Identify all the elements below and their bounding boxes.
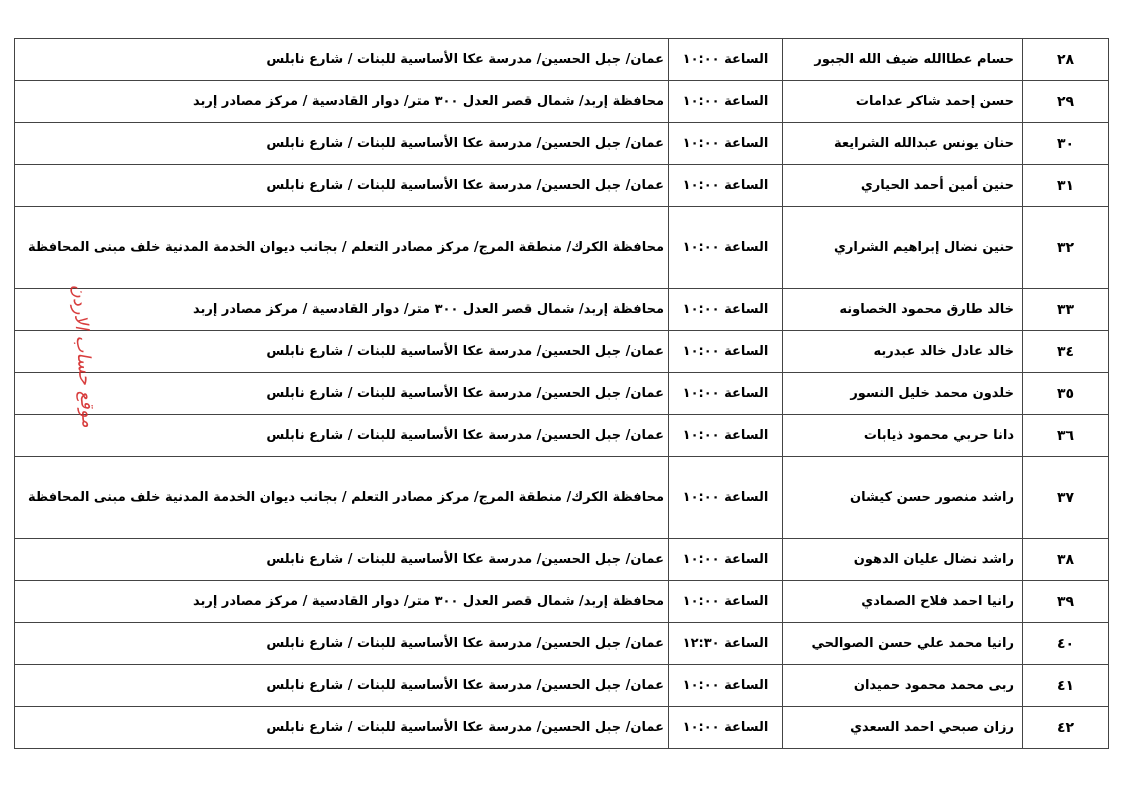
- exam-location: عمان/ جبل الحسين/ مدرسة عكا الأساسية للبنات / شارع نابلس: [15, 665, 669, 707]
- row-number: ٣٤: [1023, 331, 1109, 373]
- table-row: [15, 289, 1109, 331]
- exam-time: الساعة ١٠:٠٠: [669, 373, 783, 415]
- exam-time: الساعة ١٠:٠٠: [669, 39, 783, 81]
- row-number: ٤٢: [1023, 707, 1109, 749]
- schedule-table: [14, 38, 1109, 749]
- exam-time: الساعة ١٠:٠٠: [669, 165, 783, 207]
- row-number: ٣٢: [1023, 207, 1109, 289]
- exam-location: عمان/ جبل الحسين/ مدرسة عكا الأساسية للبنات / شارع نابلس: [15, 373, 669, 415]
- row-number: ٣٦: [1023, 415, 1109, 457]
- candidate-name: حنين أمين أحمد الحياري: [783, 165, 1023, 207]
- exam-time: الساعة ١٠:٠٠: [669, 289, 783, 331]
- candidate-name: خالد طارق محمود الخصاونه: [783, 289, 1023, 331]
- row-number: ٢٨: [1023, 39, 1109, 81]
- exam-time: الساعة ١٢:٣٠: [669, 623, 783, 665]
- row-number: ٣٣: [1023, 289, 1109, 331]
- candidate-name: رانيا احمد فلاح الصمادي: [783, 581, 1023, 623]
- candidate-name: راشد منصور حسن كيشان: [783, 457, 1023, 539]
- table-row: [15, 707, 1109, 749]
- row-number: ٢٩: [1023, 81, 1109, 123]
- exam-location: عمان/ جبل الحسين/ مدرسة عكا الأساسية للبنات / شارع نابلس: [15, 623, 669, 665]
- candidate-name: حسام عطاالله ضيف الله الجبور: [783, 39, 1023, 81]
- exam-time: الساعة ١٠:٠٠: [669, 81, 783, 123]
- candidate-name: خلدون محمد خليل النسور: [783, 373, 1023, 415]
- exam-location: محافظة إربد/ شمال قصر العدل ٣٠٠ متر/ دوار القادسية / مركز مصادر إربد: [15, 581, 669, 623]
- table-row: [15, 81, 1109, 123]
- exam-location: محافظة إربد/ شمال قصر العدل ٣٠٠ متر/ دوار القادسية / مركز مصادر إربد: [15, 81, 669, 123]
- candidate-name: حنين نضال إبراهيم الشراري: [783, 207, 1023, 289]
- table-row: [15, 457, 1109, 539]
- exam-location: عمان/ جبل الحسين/ مدرسة عكا الأساسية للبنات / شارع نابلس: [15, 39, 669, 81]
- exam-time: الساعة ١٠:٠٠: [669, 123, 783, 165]
- table-row: [15, 165, 1109, 207]
- table-row: [15, 539, 1109, 581]
- candidate-name: حنان يونس عبدالله الشرايعة: [783, 123, 1023, 165]
- exam-time: الساعة ١٠:٠٠: [669, 207, 783, 289]
- candidate-name: ربى محمد محمود حميدان: [783, 665, 1023, 707]
- exam-location: عمان/ جبل الحسين/ مدرسة عكا الأساسية للبنات / شارع نابلس: [15, 707, 669, 749]
- exam-time: الساعة ١٠:٠٠: [669, 415, 783, 457]
- candidate-name: دانا حربي محمود ذيابات: [783, 415, 1023, 457]
- candidate-name: رزان صبحي احمد السعدي: [783, 707, 1023, 749]
- candidate-name: خالد عادل خالد عبدربه: [783, 331, 1023, 373]
- exam-location: عمان/ جبل الحسين/ مدرسة عكا الأساسية للبنات / شارع نابلس: [15, 165, 669, 207]
- watermark: موقع حساب الاردن: [67, 283, 99, 429]
- row-number: ٣٩: [1023, 581, 1109, 623]
- schedule-body: [15, 39, 1109, 749]
- row-number: ٣٧: [1023, 457, 1109, 539]
- row-number: ٣١: [1023, 165, 1109, 207]
- exam-time: الساعة ١٠:٠٠: [669, 707, 783, 749]
- row-number: ٤١: [1023, 665, 1109, 707]
- exam-location: محافظة الكرك/ منطقة المرج/ مركز مصادر التعلم / بجانب ديوان الخدمة المدنية خلف مبنى المحافظة: [15, 457, 669, 539]
- table-row: [15, 623, 1109, 665]
- table-row: [15, 415, 1109, 457]
- exam-location: محافظة الكرك/ منطقة المرج/ مركز مصادر التعلم / بجانب ديوان الخدمة المدنية خلف مبنى المحافظة: [15, 207, 669, 289]
- exam-location: عمان/ جبل الحسين/ مدرسة عكا الأساسية للبنات / شارع نابلس: [15, 331, 669, 373]
- exam-time: الساعة ١٠:٠٠: [669, 665, 783, 707]
- table-row: [15, 123, 1109, 165]
- table-row: [15, 581, 1109, 623]
- exam-time: الساعة ١٠:٠٠: [669, 539, 783, 581]
- exam-time: الساعة ١٠:٠٠: [669, 581, 783, 623]
- row-number: ٣٨: [1023, 539, 1109, 581]
- table-row: [15, 39, 1109, 81]
- exam-location: محافظة إربد/ شمال قصر العدل ٣٠٠ متر/ دوار القادسية / مركز مصادر إربد: [15, 289, 669, 331]
- row-number: ٤٠: [1023, 623, 1109, 665]
- candidate-name: رانيا محمد علي حسن الصوالحي: [783, 623, 1023, 665]
- candidate-name: راشد نضال عليان الدهون: [783, 539, 1023, 581]
- candidate-name: حسن إحمد شاكر عدامات: [783, 81, 1023, 123]
- exam-time: الساعة ١٠:٠٠: [669, 331, 783, 373]
- row-number: ٣٥: [1023, 373, 1109, 415]
- table-row: [15, 373, 1109, 415]
- exam-location: عمان/ جبل الحسين/ مدرسة عكا الأساسية للبنات / شارع نابلس: [15, 415, 669, 457]
- table-row: [15, 207, 1109, 289]
- row-number: ٣٠: [1023, 123, 1109, 165]
- table-row: [15, 665, 1109, 707]
- exam-location: عمان/ جبل الحسين/ مدرسة عكا الأساسية للبنات / شارع نابلس: [15, 539, 669, 581]
- table-row: [15, 331, 1109, 373]
- exam-location: عمان/ جبل الحسين/ مدرسة عكا الأساسية للبنات / شارع نابلس: [15, 123, 669, 165]
- exam-time: الساعة ١٠:٠٠: [669, 457, 783, 539]
